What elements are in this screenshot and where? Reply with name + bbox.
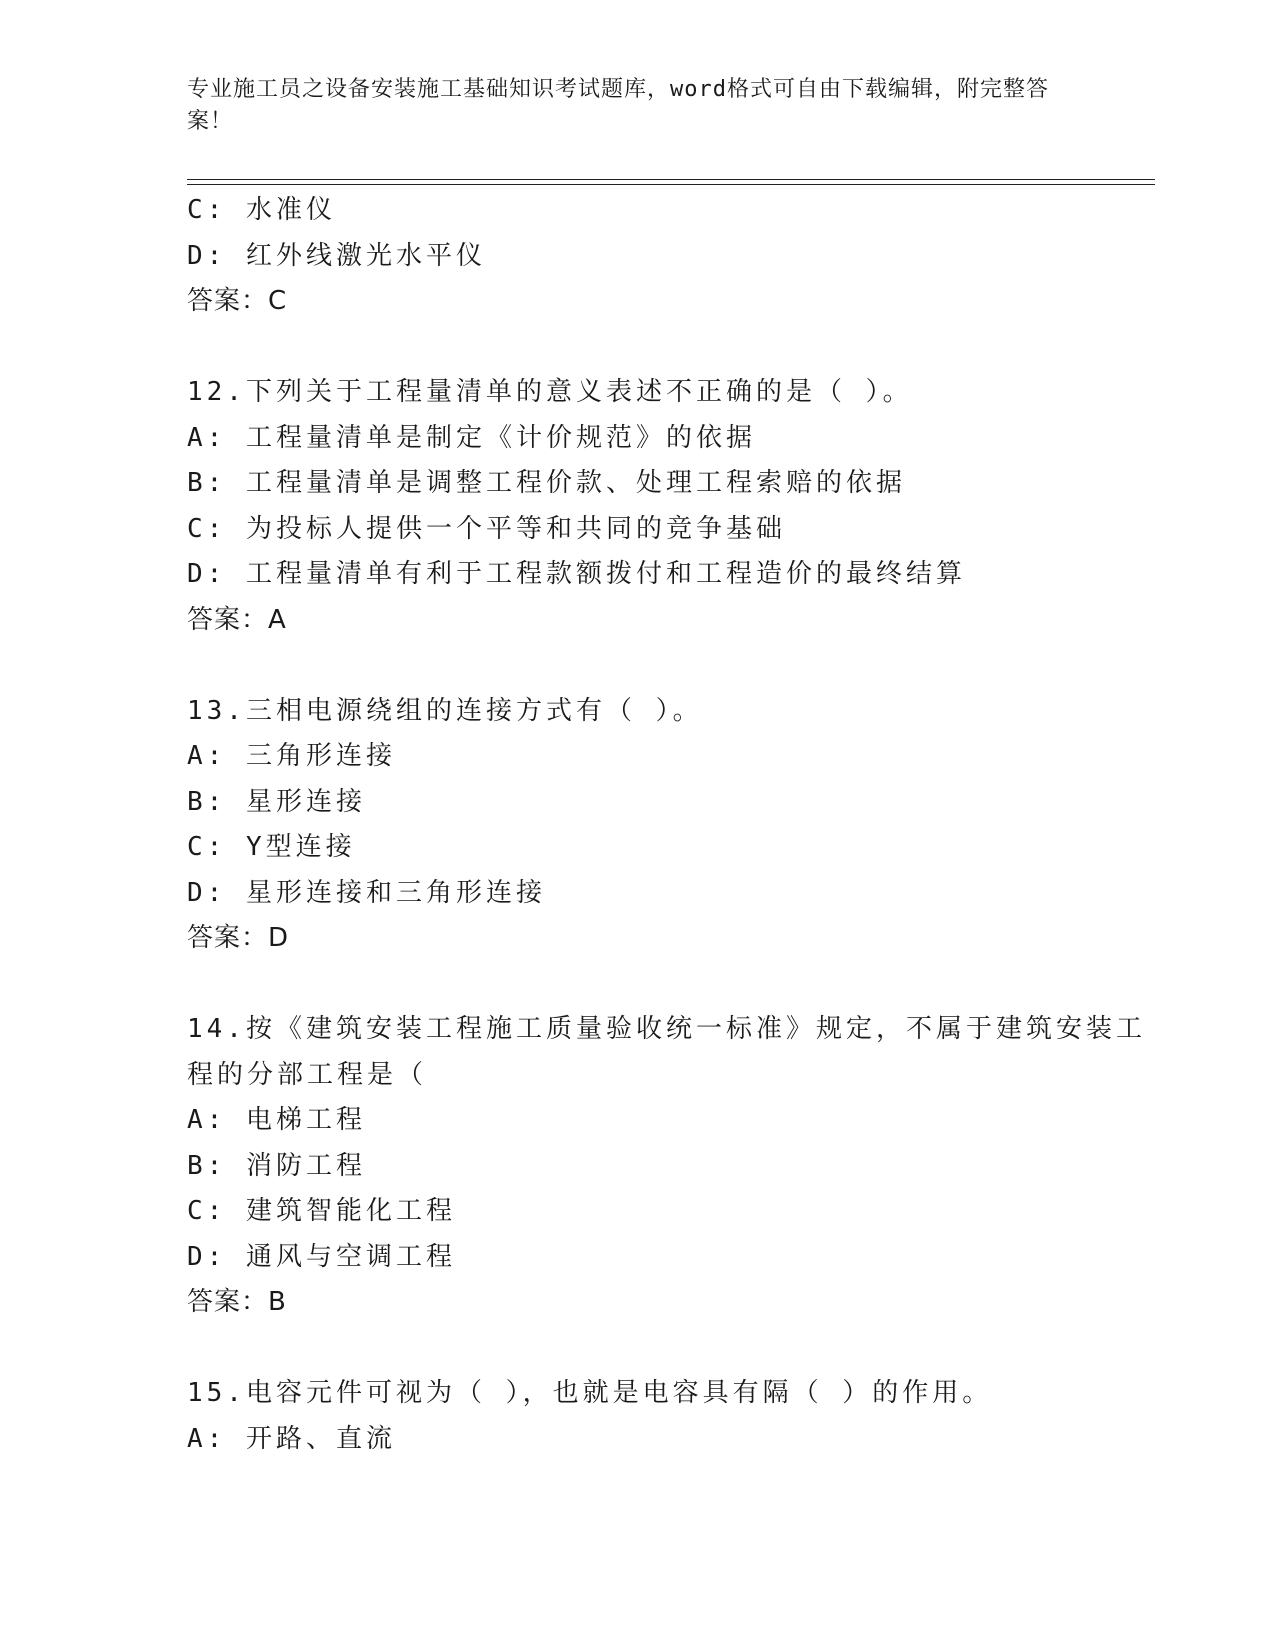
header-divider-top — [187, 179, 1155, 180]
spacer — [187, 325, 1147, 371]
question-list — [187, 188, 1147, 1462]
spacer — [187, 1326, 1147, 1372]
option-a: A: 三角形连接 — [187, 741, 396, 771]
question-stem: 12.下列关于工程量清单的意义表述不正确的是（ ）。 — [187, 377, 913, 407]
option-d: D: 星形连接和三角形连接 — [187, 877, 546, 908]
option-d: D: 红外线激光水平仪 — [187, 240, 486, 271]
option-c: C: 为投标人提供一个平等和共同的竞争基础 — [187, 513, 786, 544]
option-b: B: 星形连接 — [187, 786, 366, 817]
option-d: D: 工程量清单有利于工程款额拨付和工程造价的最终结算 — [187, 559, 966, 589]
question-15 — [187, 1371, 1147, 1462]
spacer — [187, 962, 1147, 1008]
option-d: D: 通风与空调工程 — [187, 1241, 456, 1272]
answer-line: 答案：C — [187, 286, 288, 316]
page-header: 专业施工员之设备安装施工基础知识考试题库，word格式可自由下载编辑，附完整答案！ — [187, 77, 1049, 134]
question-13 — [187, 689, 1147, 962]
question-14 — [187, 1007, 1147, 1326]
answer-line: 答案：A — [187, 604, 287, 635]
question-stem: 15.电容元件可视为（ ），也就是电容具有隔（ ）的作用。 — [187, 1378, 993, 1408]
question-12 — [187, 370, 1147, 643]
answer-line: 答案：B — [187, 1287, 287, 1317]
question-stem: 13.三相电源绕组的连接方式有（ ）。 — [187, 695, 703, 726]
question-stem: 14.按《建筑安装工程施工质量验收统一标准》规定，不属于建筑安装工程的分部工程是（ — [187, 1014, 1146, 1090]
option-b: B: 消防工程 — [187, 1150, 366, 1181]
option-a: A: 开路、直流 — [187, 1423, 396, 1454]
option-c: C: 建筑智能化工程 — [187, 1196, 456, 1226]
option-b: B: 工程量清单是调整工程价款、处理工程索赔的依据 — [187, 468, 906, 498]
spacer — [187, 643, 1147, 689]
option-a: A: 工程量清单是制定《计价规范》的依据 — [187, 422, 756, 453]
answer-line: 答案：D — [187, 923, 290, 953]
header-divider-bottom — [187, 184, 1155, 185]
question-11-continuation — [187, 188, 1147, 325]
option-a: A: 电梯工程 — [187, 1105, 366, 1135]
option-c: C: Y型连接 — [187, 832, 356, 862]
option-c: C: 水准仪 — [187, 195, 336, 225]
